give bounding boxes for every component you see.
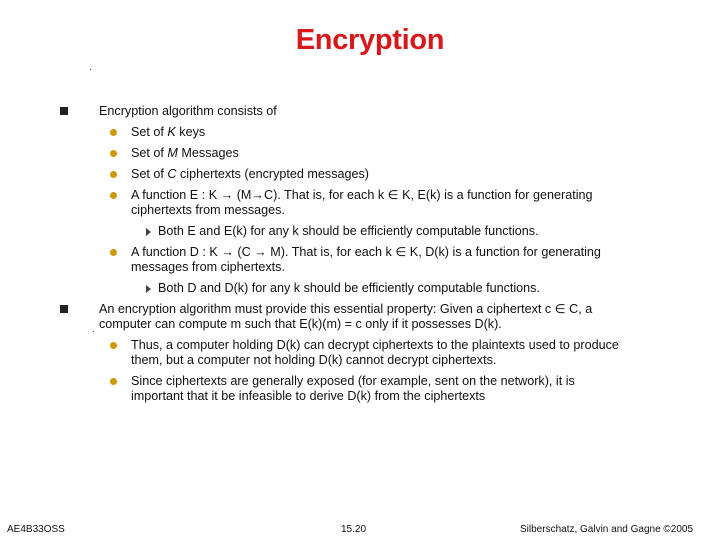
footer-slide-number: 15.20 (341, 524, 367, 535)
item-encryption-algorithm: Encryption algorithm consists of (99, 104, 277, 118)
footer-course-code: AE4B33OSS (7, 524, 65, 535)
circle-bullet-icon (110, 150, 117, 157)
triangle-bullet-icon (146, 285, 151, 293)
item-essential-property-line2: computer can compute m such that E(k)(m) = c only if it possesses D(k). (99, 317, 502, 331)
sub-item-since-line1: Since ciphertexts are generally exposed (for example, sent on the network), it is (131, 374, 575, 388)
sub-item-ciphertexts: Set of C ciphertexts (encrypted messages) (131, 167, 370, 181)
sub-item-thus-line2: them, but a computer not holding D(k) cannot decrypt ciphertexts. (131, 353, 497, 367)
square-bullet-icon (60, 305, 68, 313)
sub-item-function-d-line1: A function D : K → (C → M). That is, for each k ∈ K, D(k) is a function for generating (131, 245, 601, 259)
sub-item-since-line2: important that it be infeasible to derive D(k) from the ciphertexts (131, 389, 486, 403)
circle-bullet-icon (110, 342, 117, 349)
square-bullet-icon (60, 107, 68, 115)
sub-item-keys: Set of K keys (131, 125, 206, 139)
footer-copyright: Silberschatz, Galvin and Gagne ©2005 (520, 524, 694, 535)
sub-item-function-d-line2: messages from ciphertexts. (131, 260, 285, 274)
circle-bullet-icon (110, 129, 117, 136)
stray-dot (90, 69, 91, 70)
sub-item-function-e-line2: ciphertexts from messages. (131, 203, 285, 217)
circle-bullet-icon (110, 171, 117, 178)
circle-bullet-icon (110, 192, 117, 199)
subsub-item-e-computable: Both E and E(k) for any k should be efficiently computable functions. (158, 224, 539, 238)
subsub-item-d-computable: Both D and D(k) for any k should be efficiently computable functions. (158, 281, 540, 295)
slide-title: Encryption (295, 24, 445, 56)
stray-dot (93, 331, 94, 332)
circle-bullet-icon (110, 249, 117, 256)
sub-item-function-e-line1: A function E : K → (M→C). That is, for each k ∈ K, E(k) is a function for generating (131, 188, 593, 202)
circle-bullet-icon (110, 378, 117, 385)
item-essential-property-line1: An encryption algorithm must provide this essential property: Given a ciphertext c ∈ C, a (99, 302, 593, 316)
sub-item-thus-line1: Thus, a computer holding D(k) can decrypt ciphertexts to the plaintexts used to produce (131, 338, 619, 352)
triangle-bullet-icon (146, 228, 151, 236)
sub-item-messages: Set of M Messages (131, 146, 239, 160)
